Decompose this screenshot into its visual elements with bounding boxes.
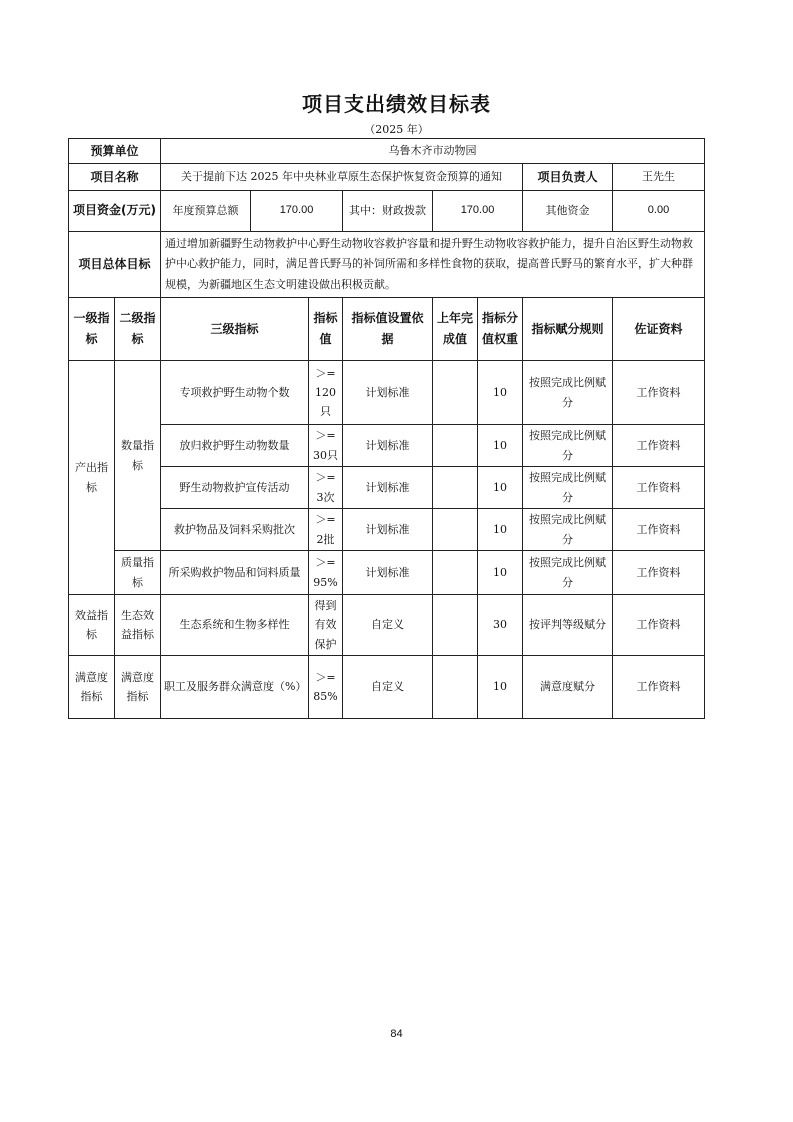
indicator-evidence: 工作资料 xyxy=(613,425,705,467)
table-row xyxy=(69,595,705,656)
goal-label: 项目总体目标 xyxy=(69,232,161,298)
group-satisfaction-sub: 满意度指标 xyxy=(115,656,161,719)
fiscal-label: 其中：财政拨款 xyxy=(343,191,433,232)
group-quality: 质量指标 xyxy=(115,551,161,595)
indicator-rule: 按照完成比例赋分 xyxy=(523,425,613,467)
header-evidence: 佐证资料 xyxy=(613,298,705,361)
leader-label: 项目负责人 xyxy=(523,164,613,191)
indicator-rule: 满意度赋分 xyxy=(523,656,613,719)
indicator-last-year xyxy=(433,595,478,656)
group-quantity: 数量指标 xyxy=(115,361,161,551)
indicator-weight: 30 xyxy=(478,595,523,656)
year-subtitle: （2025 年） xyxy=(364,123,429,136)
indicator-name: 生态系统和生物多样性 xyxy=(161,595,309,656)
indicator-weight: 10 xyxy=(478,656,523,719)
group-output: 产出指标 xyxy=(69,361,115,595)
indicator-value: ＞=85% xyxy=(309,656,343,719)
indicator-name: 职工及服务群众满意度（%） xyxy=(161,656,309,719)
table-row xyxy=(69,425,705,467)
header-basis: 指标值设置依据 xyxy=(343,298,433,361)
goal-text: 通过增加新疆野生动物救护中心野生动物收容救护容量和提升野生动物收容救护能力，提升自治区野生动物救护中心救护能力，同时，满足普氏野马的补饲所需和多样性食物的获取，提高普氏野马的繁育水平，扩大种群规模，为新疆地区生态文明建设做出积极贡献。 xyxy=(161,232,705,298)
fiscal-value: 170.00 xyxy=(433,191,523,232)
project-name-row xyxy=(69,164,705,191)
funds-label: 项目资金(万元) xyxy=(69,191,161,232)
project-name-value: 关于提前下达 2025 年中央林业草原生态保护恢复资金预算的通知 xyxy=(161,164,523,191)
indicator-evidence: 工作资料 xyxy=(613,467,705,509)
indicator-evidence: 工作资料 xyxy=(613,656,705,719)
indicator-weight: 10 xyxy=(478,425,523,467)
indicator-last-year xyxy=(433,656,478,719)
group-eco-benefit: 生态效益指标 xyxy=(115,595,161,656)
indicator-evidence: 工作资料 xyxy=(613,595,705,656)
indicator-value: ＞=95% xyxy=(309,551,343,595)
table-row xyxy=(69,509,705,551)
table-row xyxy=(69,656,705,719)
indicator-last-year xyxy=(433,425,478,467)
header-row xyxy=(69,298,705,361)
indicator-basis: 计划标准 xyxy=(343,425,433,467)
indicator-last-year xyxy=(433,509,478,551)
page-title: 项目支出绩效目标表 xyxy=(302,92,491,116)
indicator-name: 野生动物救护宣传活动 xyxy=(161,467,309,509)
indicator-weight: 10 xyxy=(478,467,523,509)
leader-value: 王先生 xyxy=(613,164,705,191)
indicator-evidence: 工作资料 xyxy=(613,509,705,551)
indicator-rule: 按照完成比例赋分 xyxy=(523,361,613,425)
indicator-name: 所采购救护物品和饲料质量 xyxy=(161,551,309,595)
indicator-basis: 计划标准 xyxy=(343,467,433,509)
header-value: 指标值 xyxy=(309,298,343,361)
annual-total-label: 年度预算总额 xyxy=(161,191,251,232)
indicator-evidence: 工作资料 xyxy=(613,551,705,595)
table-row xyxy=(69,467,705,509)
indicator-name: 专项救护野生动物个数 xyxy=(161,361,309,425)
header-weight: 指标分值权重 xyxy=(478,298,523,361)
indicator-basis: 计划标准 xyxy=(343,509,433,551)
indicator-basis: 计划标准 xyxy=(343,551,433,595)
indicator-value: ＞=30只 xyxy=(309,425,343,467)
header-level1: 一级指标 xyxy=(69,298,115,361)
indicator-last-year xyxy=(433,361,478,425)
other-funds-label: 其他资金 xyxy=(523,191,613,232)
table-row xyxy=(69,361,705,425)
indicator-value: 得到有效保护 xyxy=(309,595,343,656)
budget-unit-label: 预算单位 xyxy=(69,139,161,164)
header-level2: 二级指标 xyxy=(115,298,161,361)
indicator-rule: 按照完成比例赋分 xyxy=(523,551,613,595)
annual-total-value: 170.00 xyxy=(251,191,343,232)
group-benefit: 效益指标 xyxy=(69,595,115,656)
table-row xyxy=(69,551,705,595)
indicator-value: ＞=120只 xyxy=(309,361,343,425)
indicator-rule: 按照完成比例赋分 xyxy=(523,509,613,551)
indicator-value: ＞=3次 xyxy=(309,467,343,509)
budget-unit-value: 乌鲁木齐市动物园 xyxy=(161,139,705,164)
indicator-basis: 自定义 xyxy=(343,656,433,719)
indicator-rule: 按评判等级赋分 xyxy=(523,595,613,656)
indicator-weight: 10 xyxy=(478,509,523,551)
indicator-rule: 按照完成比例赋分 xyxy=(523,467,613,509)
other-funds-value: 0.00 xyxy=(613,191,705,232)
indicator-basis: 自定义 xyxy=(343,595,433,656)
group-satisfaction: 满意度指标 xyxy=(69,656,115,719)
indicator-basis: 计划标准 xyxy=(343,361,433,425)
header-rule: 指标赋分规则 xyxy=(523,298,613,361)
performance-table xyxy=(68,138,705,719)
indicator-last-year xyxy=(433,467,478,509)
funds-row xyxy=(69,191,705,232)
project-name-label: 项目名称 xyxy=(69,164,161,191)
indicator-weight: 10 xyxy=(478,361,523,425)
indicator-last-year xyxy=(433,551,478,595)
indicator-value: ＞=2批 xyxy=(309,509,343,551)
budget-unit-row xyxy=(69,139,705,164)
header-last-year: 上年完成值 xyxy=(433,298,478,361)
header-level3: 三级指标 xyxy=(161,298,309,361)
indicator-weight: 10 xyxy=(478,551,523,595)
indicator-evidence: 工作资料 xyxy=(613,361,705,425)
indicator-name: 放归救护野生动物数量 xyxy=(161,425,309,467)
page-number: 84 xyxy=(390,1028,403,1040)
goal-row xyxy=(69,232,705,298)
indicator-name: 救护物品及饲料采购批次 xyxy=(161,509,309,551)
